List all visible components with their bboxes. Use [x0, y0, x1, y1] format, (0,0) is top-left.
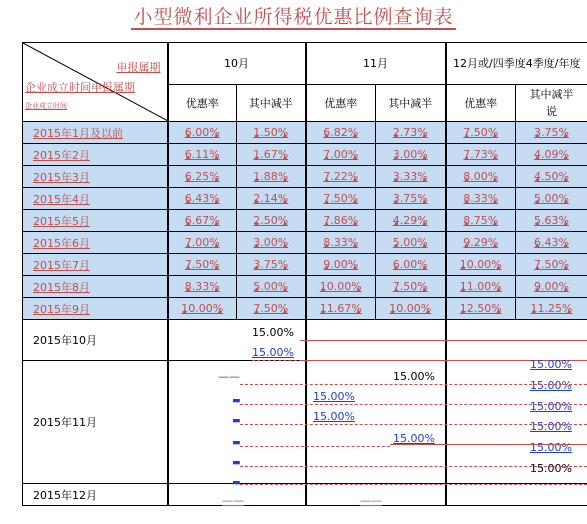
rate-value: ▲ 7.50% ▲: [323, 192, 358, 205]
table-row: [23, 232, 587, 254]
nov-right-2: 15.00%: [530, 379, 572, 392]
rate-cell: [306, 166, 376, 188]
connector-line: [252, 360, 302, 361]
small-dash-mark: ▬: [232, 416, 241, 426]
nov-value-b: 15.00%: [313, 390, 355, 403]
rate-value: ▲ 6.11% ▲: [185, 148, 220, 161]
rate-value: ▲ 9.00% ▲: [534, 280, 569, 293]
rate-cell: [446, 276, 516, 298]
table-row: [23, 254, 587, 276]
rate-cell: [446, 254, 516, 276]
rate-cell: [446, 122, 516, 144]
connector-line: [240, 424, 587, 425]
header-founded-label: 企业成立时间: [25, 102, 67, 110]
rate-value: ▲ 3.00% ▲: [253, 236, 288, 249]
rate-value: ▲ 9.00% ▲: [323, 258, 358, 271]
row-label: 2015年6月: [23, 232, 168, 254]
rate-cell: [446, 188, 516, 210]
small-dash-mark: ▬: [232, 478, 241, 488]
rate-cell: [237, 166, 306, 188]
rate-cell: [446, 210, 516, 232]
small-dash-mark: ▬: [232, 438, 241, 448]
row-label: 2015年8月: [23, 276, 168, 298]
nov-right-4: 15.00%: [530, 420, 572, 433]
rate-cell: [237, 254, 306, 276]
rate-cell: [516, 232, 587, 254]
rate-value: ▲ 2.14% ▲: [253, 192, 288, 205]
rate-value: ▲ 7.50% ▲: [393, 280, 428, 293]
rate-cell: [446, 144, 516, 166]
rate-cell: [306, 144, 376, 166]
table-row: [23, 144, 587, 166]
row-label: 2015年1月及以前: [23, 122, 168, 144]
rate-cell: [168, 166, 237, 188]
rate-value: ▲ 7.50% ▲: [534, 258, 569, 271]
rate-cell: [306, 232, 376, 254]
connector-line: [240, 384, 587, 385]
row-label-oct: 2015年10月: [23, 320, 168, 361]
connector-line: [390, 444, 587, 445]
rate-cell: [306, 122, 376, 144]
connector-line: [240, 404, 587, 405]
rate-cell: [446, 298, 516, 320]
rate-cell: [376, 232, 446, 254]
rate-cell: [516, 144, 587, 166]
nov-value-a: 15.00%: [393, 370, 435, 383]
row-label-nov: 2015年11月: [23, 361, 168, 484]
table-row: [23, 122, 587, 144]
rate-value: ▲ 3.75% ▲: [253, 258, 288, 271]
sub-half-oct: 其中减半: [237, 84, 306, 121]
rate-value: ▲ 6.82% ▲: [323, 126, 358, 139]
rate-value: ▲ 8.75% ▲: [463, 214, 498, 227]
rate-cell: [168, 232, 237, 254]
table-row: [23, 188, 587, 210]
rate-cell: [168, 210, 237, 232]
table-row: [23, 276, 587, 298]
row-label-dec: 2015年12月: [23, 484, 168, 506]
sub-rate-oct: 优惠率: [168, 84, 237, 121]
rate-cell: [516, 276, 587, 298]
nov-right-3: 15.00%: [530, 400, 572, 413]
nov-dash-mark: ——: [218, 370, 240, 383]
connector-line: [240, 484, 587, 485]
rate-cell: [306, 210, 376, 232]
rate-value: ▲ 2.73% ▲: [393, 126, 428, 139]
rate-cell: [168, 298, 237, 320]
rate-cell: [237, 276, 306, 298]
rate-value: ▲ 8.33% ▲: [185, 280, 220, 293]
nov-value-c: 15.00%: [313, 410, 355, 423]
rate-cell: [446, 232, 516, 254]
nov-right-1: 15.00%: [530, 358, 572, 371]
rate-value: ▲ 7.22% ▲: [323, 170, 358, 183]
sub-half-nov: 其中减半: [376, 84, 446, 121]
rate-value: ▲ 3.75% ▲: [393, 192, 428, 205]
rate-value: ▲ 8.00% ▲: [463, 170, 498, 183]
rate-value: ▲ 6.67% ▲: [185, 214, 220, 227]
row-label: 2015年5月: [23, 210, 168, 232]
rate-cell: [376, 298, 446, 320]
sub-half-dec: 其中减半 说: [516, 84, 587, 121]
rate-value: ▲ 4.29% ▲: [393, 214, 428, 227]
small-dash-mark: ▬: [232, 458, 241, 468]
rate-cell: [237, 188, 306, 210]
rate-cell: [168, 276, 237, 298]
rate-value: ▲ 6.00% ▲: [185, 126, 220, 139]
dec-dec-cell: [446, 484, 587, 506]
row-label: 2015年7月: [23, 254, 168, 276]
rate-value: ▲ 6.25% ▲: [185, 170, 220, 183]
rate-value: ▲ 1.88% ▲: [253, 170, 288, 183]
rate-cell: [376, 210, 446, 232]
rate-value: ▲ 7.50% ▲: [463, 126, 498, 139]
rate-value: ▲ 11.67% ▲: [320, 302, 362, 315]
page-title: 小型微利企业所得税优惠比例查询表: [133, 6, 454, 28]
rate-cell: [516, 298, 587, 320]
rate-value: ▲ 4.50% ▲: [534, 170, 569, 183]
row-label: 2015年2月: [23, 144, 168, 166]
rate-value: ▲ 10.00% ▲: [460, 258, 502, 271]
nov-right-6: 15.00%: [530, 462, 572, 475]
nov-value-d: 15.00%: [393, 432, 435, 445]
rate-cell: [306, 276, 376, 298]
rate-value: ▲ 5.00% ▲: [253, 280, 288, 293]
table-row: [23, 166, 587, 188]
rate-value: ▲ 3.33% ▲: [393, 170, 428, 183]
rate-cell: [168, 122, 237, 144]
rate-value: ▲ 6.00% ▲: [393, 258, 428, 271]
rate-value: ▲ 2.50% ▲: [253, 214, 288, 227]
rate-value: ▲ 6.43% ▲: [185, 192, 220, 205]
rate-value: ▲ 10.00% ▲: [320, 280, 362, 293]
header-mid-label: 企业成立时间申报属期: [25, 81, 135, 94]
rate-value: ▲ 7.00% ▲: [323, 148, 358, 161]
period-nov: 11月: [306, 43, 446, 85]
sub-rate-dec: 优惠率: [446, 84, 516, 121]
period-dec: 12月或/四季度4季度/年度: [446, 43, 587, 85]
rate-cell: [376, 254, 446, 276]
rate-cell: [237, 298, 306, 320]
rate-cell: [306, 254, 376, 276]
table-row: [23, 210, 587, 232]
row-label: 2015年4月: [23, 188, 168, 210]
rate-value: ▲ 7.86% ▲: [323, 214, 358, 227]
oct-rate-value: 15.00%: [252, 326, 294, 339]
rate-cell: [376, 276, 446, 298]
rate-value: ▲ 1.50% ▲: [253, 126, 288, 139]
rate-value: ▲ 7.50% ▲: [253, 302, 288, 315]
period-oct: 10月: [168, 43, 306, 85]
rate-cell: [516, 188, 587, 210]
rate-value: ▲ 3.75% ▲: [534, 126, 569, 139]
rate-cell: [446, 166, 516, 188]
rate-value: ▲ 5.63% ▲: [534, 214, 569, 227]
rate-value: ▲ 4.09% ▲: [534, 148, 569, 161]
rate-value: ▲ 8.33% ▲: [323, 236, 358, 249]
rate-value: ▲ 12.50% ▲: [460, 302, 502, 315]
rate-cell: [237, 232, 306, 254]
sub-rate-nov: 优惠率: [306, 84, 376, 121]
row-label: 2015年3月: [23, 166, 168, 188]
rate-value: ▲ 5.00% ▲: [393, 236, 428, 249]
header-period-label: 申报属期: [116, 61, 161, 74]
rate-cell: [237, 144, 306, 166]
rate-value: ▲ 3.00% ▲: [393, 148, 428, 161]
rate-value: ▲ 7.73% ▲: [463, 148, 498, 161]
rate-value: ▲ 7.50% ▲: [185, 258, 220, 271]
rate-cell: [376, 188, 446, 210]
rate-value: ▲ 10.00% ▲: [181, 302, 223, 315]
connector-line: [240, 446, 390, 447]
dec-dash-1: ——: [222, 494, 244, 507]
rate-cell: [516, 254, 587, 276]
rate-value: ▲ 1.67% ▲: [253, 148, 288, 161]
small-dash-mark: ▬: [232, 396, 241, 406]
rate-cell: [376, 122, 446, 144]
rate-cell: [237, 210, 306, 232]
rate-cell: [516, 166, 587, 188]
rate-cell: [516, 210, 587, 232]
rate-cell: [306, 188, 376, 210]
connector-line: [300, 340, 587, 341]
rate-cell: [306, 298, 376, 320]
rate-value: ▲ 8.33% ▲: [463, 192, 498, 205]
rate-value: ▲ 9.29% ▲: [463, 236, 498, 249]
rate-cell: [516, 122, 587, 144]
rate-value: ▲ 5.00% ▲: [534, 192, 569, 205]
rate-value: ▲ 11.00% ▲: [460, 280, 502, 293]
rate-cell: [376, 144, 446, 166]
connector-line: [240, 466, 587, 467]
nov-right-5: 15.00%: [530, 441, 572, 454]
rate-table: [22, 42, 587, 506]
rate-cell: [168, 188, 237, 210]
rate-value: ▲ 6.43% ▲: [534, 236, 569, 249]
table-row: [23, 298, 587, 320]
rate-cell: [168, 254, 237, 276]
rate-value: ▲ 11.25% ▲: [531, 302, 573, 315]
rate-cell: [168, 144, 237, 166]
rate-cell: [237, 122, 306, 144]
oct-half-value: 15.00%: [252, 346, 294, 359]
rate-value: ▲ 7.00% ▲: [185, 236, 220, 249]
rate-cell: [376, 166, 446, 188]
row-label: 2015年9月: [23, 298, 168, 320]
diagonal-header: [23, 43, 168, 122]
rate-value: ▲ 10.00% ▲: [389, 302, 431, 315]
dec-dash-2: ——: [360, 494, 382, 507]
